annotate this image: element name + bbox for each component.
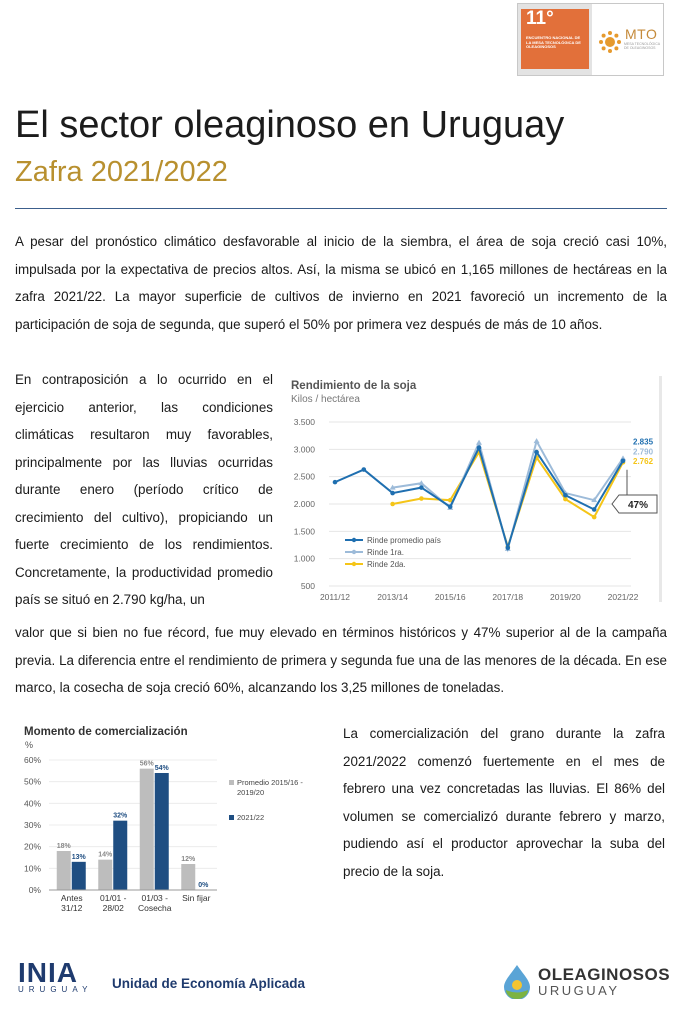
bar [72, 862, 86, 890]
chart-title: Momento de comercialización [24, 726, 188, 738]
legend-label: 2019/20 [237, 788, 265, 797]
logo-mto [592, 4, 663, 75]
data-point [592, 507, 597, 512]
inia-logo [18, 957, 92, 994]
y-tick-label: 40% [23, 798, 41, 809]
logo-11-encuentro [518, 4, 592, 75]
paragraph-area: A pesar del pronóstico climático desfavorable al inicio de la siembra, el área de soja creció casi 10%, impulsada por la expectativa de precios altos. Así, la misma se ubicó en 1,165 millones de hectáreas en la zafra 2021/22. La mayor superficie de cultivos de invierno en 2021 favoreció un incremento de la participación de soja de segunda, que superó el 50% por primera vez después de más de 10 años. [15, 234, 667, 332]
y-tick-label: 2.000 [293, 499, 315, 509]
data-point [448, 504, 453, 509]
bar-value-label: 32% [113, 812, 128, 820]
legend-marker [352, 550, 356, 554]
legend-swatch [229, 815, 234, 820]
oleaginosos-sub: URUGUAY [538, 983, 620, 998]
x-tick-label: 2017/18 [492, 592, 524, 602]
oleaginosos-word: OLEAGINOSOS [538, 965, 671, 984]
x-tick-label: Sin fijar [182, 893, 211, 903]
end-value-label: 2.790 [633, 447, 654, 457]
bar-value-label: 0% [198, 882, 209, 889]
data-point [506, 545, 511, 550]
bar-value-label: 13% [71, 853, 86, 861]
oleaginosos-drop-icon [500, 963, 534, 999]
y-tick-label: 30% [23, 820, 41, 830]
y-tick-label: 50% [23, 776, 41, 787]
data-point [477, 445, 482, 450]
x-tick-label: Cosecha [137, 903, 172, 913]
legend-swatch [229, 780, 234, 785]
bar [98, 860, 112, 890]
y-tick-label: 3.500 [293, 417, 315, 427]
x-tick-label: 28/02 [102, 903, 124, 913]
x-tick-label: 2021/22 [607, 592, 639, 602]
page-title: El sector oleaginoso en Uruguay [15, 104, 565, 146]
legend-marker [352, 562, 356, 566]
data-point [592, 515, 597, 520]
bar [57, 851, 71, 890]
unidad-label: Unidad de Economía Aplicada [112, 976, 306, 991]
header-logos [517, 3, 664, 76]
data-point [419, 485, 424, 490]
legend-label: Rinde promedio país [367, 536, 441, 545]
x-tick-label: 2013/14 [377, 592, 408, 602]
x-tick-label: Antes [60, 893, 83, 903]
paragraph-cosecha: valor que si bien no fue récord, fue muy elevado en términos históricos y 47% superior al de la campaña previa. La diferencia entre el rendimiento de primera y segunda fue una de las menores de la década. En ese marco, la cosecha de soja creció 60%, alcanzando los 3,25 millones de toneladas. [15, 625, 667, 695]
bar [113, 821, 127, 890]
chart-title: Rendimiento de la soja [291, 380, 417, 392]
x-tick-label: 2019/20 [550, 592, 581, 602]
x-tick-label: 2011/12 [319, 592, 351, 602]
legend-marker [352, 538, 356, 542]
y-tick-label: 20% [23, 841, 41, 852]
legend-label: Promedio 2015/16 - [237, 778, 303, 787]
y-tick-label: 500 [300, 581, 315, 591]
bar [181, 864, 195, 890]
comercializacion-bar-chart [17, 720, 315, 920]
y-tick-label: 2.500 [293, 471, 315, 482]
bar-value-label: 18% [56, 843, 71, 850]
annotation-label: 47% [627, 500, 649, 511]
data-point [419, 496, 424, 501]
title-divider [15, 208, 667, 209]
bar-value-label: 12% [181, 856, 196, 863]
y-axis-label: % [25, 740, 34, 750]
bar-value-label: 14% [98, 851, 113, 859]
y-tick-label: 60% [23, 755, 41, 765]
inia-logo-sub: URUGUAY [18, 985, 93, 994]
end-value-label: 2.835 [633, 437, 654, 447]
data-point [534, 450, 539, 455]
bar-value-label: 56% [139, 760, 154, 768]
y-tick-label: 10% [23, 863, 41, 874]
inia-logo-word: INIA [18, 957, 78, 988]
end-value-label: 2.762 [633, 457, 654, 467]
chart-subtitle: Kilos / hectárea [291, 394, 360, 405]
x-tick-label: 01/03 - [141, 893, 168, 903]
x-tick-label: 01/01 - [100, 893, 127, 903]
paragraph-comercializacion: La comercialización del grano durante la zafra 2021/2022 comenzó fuertemente en el mes de febrero una vez concretadas las lluvias. El 86% del volumen se comercializó durante febrero y marzo, pudiendo así el productor aprovechar la suba del precio de la soja. [343, 726, 665, 879]
legend-label: 2021/22 [237, 813, 265, 822]
bar [155, 773, 169, 890]
y-tick-label: 1.500 [293, 526, 315, 537]
data-point [362, 467, 367, 472]
sun-icon [598, 30, 622, 54]
page-subtitle: Zafra 2021/2022 [15, 156, 228, 188]
y-tick-label: 3.000 [293, 444, 315, 455]
data-point [390, 502, 395, 507]
data-point [621, 459, 626, 464]
logo-11-text: ENCUENTRO NACIONAL DE LA MESA TECNOLÓGICA DE OLEAGINOSOS [526, 35, 581, 49]
legend-label: Rinde 1ra. [367, 548, 404, 557]
logo-11-number: 11° [526, 8, 554, 29]
x-tick-label: 2015/16 [434, 592, 466, 602]
data-point [333, 480, 338, 485]
x-tick-label: 31/12 [61, 903, 83, 913]
data-point [390, 491, 395, 496]
rendimiento-line-chart [283, 374, 665, 606]
logo-mto-name: MTO [625, 26, 658, 42]
data-point [563, 493, 568, 498]
logo-mto-text: MESA TECNOLÓGICA DE OLEAGINOSOS [624, 42, 660, 50]
legend-label: Rinde 2da. [367, 560, 406, 569]
bar [140, 769, 154, 890]
bar-value-label: 54% [154, 765, 169, 772]
paragraph-rendimiento: En contraposición a lo ocurrido en el ejercicio anterior, las condiciones climáticas resultaron muy favorables, principalmente por las lluvias ocurridas durante enero (período crítico de crecimiento del cultivo), propiciando un fuerte crecimiento de los rendimientos. Concretamente, la productividad promedio país se situó en 2.790 kg/ha, un [15, 372, 273, 607]
y-tick-label: 0% [28, 885, 41, 895]
y-tick-label: 1.000 [293, 553, 315, 564]
chart-edge-shadow [659, 376, 662, 602]
